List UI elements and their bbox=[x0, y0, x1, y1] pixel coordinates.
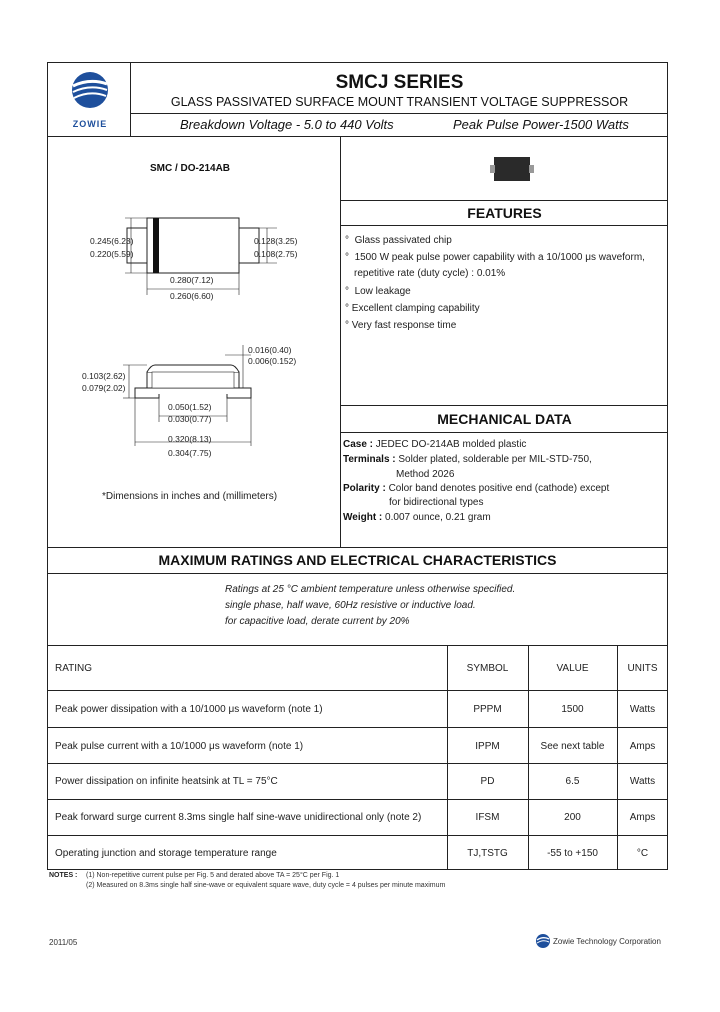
row-symbol: TJ,TSTG bbox=[467, 848, 508, 859]
row-rating: Power dissipation on infinite heatsink at TL = 75°C bbox=[55, 776, 278, 787]
table-row-rule bbox=[47, 727, 668, 728]
notes-label: NOTES : bbox=[49, 872, 78, 879]
row-symbol: PD bbox=[480, 776, 495, 787]
panel-divider bbox=[340, 136, 341, 547]
row-rating: Peak pulse current with a 10/1000 μs waveform (note 1) bbox=[55, 741, 304, 752]
dim-total-a: 0.320(8.13) bbox=[168, 434, 212, 444]
row-value: 1500 bbox=[561, 704, 584, 715]
footer-company: Zowie Technology Corporation bbox=[553, 937, 661, 946]
mech-case-value: JEDEC DO-214AB molded plastic bbox=[375, 439, 527, 450]
ratings-note-2: single phase, half wave, 60Hz resistive or inductive load. bbox=[225, 600, 476, 611]
feature-item: ° Low leakage bbox=[345, 286, 411, 297]
mech-polarity-label: Polarity : bbox=[343, 483, 386, 494]
row-rating: Peak forward surge current 8.3ms single half sine-wave unidirectional only (note 2) bbox=[55, 812, 422, 823]
zowie-logo bbox=[63, 68, 117, 128]
feature-text: Low leakage bbox=[354, 286, 411, 297]
dim-foot-a: 0.050(1.52) bbox=[168, 402, 212, 412]
row-value: 200 bbox=[564, 812, 581, 823]
feature-text: Glass passivated chip bbox=[354, 235, 452, 246]
package-photo-icon bbox=[490, 155, 534, 183]
row-symbol: PPPM bbox=[473, 704, 502, 715]
dim-lead-a: 0.016(0.40) bbox=[248, 345, 292, 355]
features-bottom-rule bbox=[341, 225, 668, 226]
row-units: Watts bbox=[629, 704, 656, 715]
dim-total-b: 0.304(7.75) bbox=[168, 448, 212, 458]
mech-weight bbox=[343, 512, 491, 523]
mech-weight-value: 0.007 ounce, 0.21 gram bbox=[385, 512, 491, 523]
mech-terminals bbox=[343, 454, 592, 465]
dim-width-b: 0.260(6.60) bbox=[170, 291, 214, 301]
header-bottom-rule bbox=[47, 136, 668, 137]
logo-text: ZOWIE bbox=[72, 119, 108, 129]
table-top-rule bbox=[47, 645, 668, 646]
dim-height-b: 0.079(2.02) bbox=[82, 383, 126, 393]
dim-top-b: 0.220(5.59) bbox=[90, 249, 134, 259]
row-units: °C bbox=[636, 848, 649, 859]
feature-item: ° Glass passivated chip bbox=[345, 235, 452, 246]
dim-top-a: 0.245(6.23) bbox=[90, 236, 134, 246]
dimension-note: *Dimensions in inches and (millimeters) bbox=[102, 491, 278, 502]
table-header-rule bbox=[47, 690, 668, 691]
feature-item: ° Very fast response time bbox=[345, 320, 457, 331]
feature-text: 1500 W peak pulse power capability with a 10/1000 μs waveform, bbox=[354, 252, 645, 263]
header-units: UNITS bbox=[627, 663, 658, 674]
mech-case bbox=[343, 439, 526, 450]
ratings-top-rule bbox=[47, 547, 668, 548]
package-name: SMC / DO-214AB bbox=[150, 163, 231, 174]
series-title: SMCJ SERIES bbox=[335, 72, 464, 93]
row-units: Amps bbox=[629, 812, 656, 823]
mechanical-title: MECHANICAL DATA bbox=[437, 411, 572, 427]
product-subtitle: GLASS PASSIVATED SURFACE MOUNT TRANSIENT VOLTAGE SUPPRESSOR bbox=[170, 95, 629, 109]
mechanical-top-rule bbox=[341, 405, 668, 406]
breakdown-voltage: Breakdown Voltage - 5.0 to 440 Volts bbox=[180, 117, 394, 132]
header-rating: RATING bbox=[55, 663, 93, 674]
feature-item-continued: repetitive rate (duty cycle) : 0.01% bbox=[354, 268, 506, 279]
table-col-divider bbox=[528, 645, 529, 870]
feature-item: ° 1500 W peak pulse power capability with a 10/1000 μs waveform, bbox=[345, 252, 645, 263]
note-1: (1) Non-repetitive current pulse per Fig. 5 and derated above TA = 25°C per Fig. 1 bbox=[86, 872, 340, 879]
dim-lead-b: 0.006(0.152) bbox=[248, 356, 297, 366]
feature-text: Very fast response time bbox=[351, 320, 457, 331]
row-symbol: IFSM bbox=[475, 812, 500, 823]
table-row-rule bbox=[47, 763, 668, 764]
mech-weight-label: Weight : bbox=[343, 512, 383, 523]
row-units: Amps bbox=[629, 741, 656, 752]
footer-date: 2011/05 bbox=[49, 938, 78, 947]
mechanical-bottom-rule bbox=[341, 432, 668, 433]
ratings-note-1: Ratings at 25 °C ambient temperature unless otherwise specified. bbox=[225, 584, 516, 595]
mech-polarity-value: Color band denotes positive end (cathode) except bbox=[388, 483, 610, 494]
header-value: VALUE bbox=[556, 663, 589, 674]
mech-polarity bbox=[343, 483, 609, 494]
row-value: -55 to +150 bbox=[547, 848, 598, 859]
ratings-note-3: for capacitive load, derate current by 20% bbox=[225, 616, 410, 627]
table-col-divider bbox=[447, 645, 448, 870]
peak-pulse-power: Peak Pulse Power-1500 Watts bbox=[453, 117, 629, 132]
mech-terminals-label: Terminals : bbox=[343, 454, 396, 465]
dim-right-a: 0.128(3.25) bbox=[254, 236, 298, 246]
row-rating: Operating junction and storage temperature range bbox=[55, 848, 277, 859]
row-value: 6.5 bbox=[565, 776, 580, 787]
mech-terminals-value: Solder plated, solderable per MIL-STD-750, bbox=[398, 454, 592, 465]
row-units: Watts bbox=[629, 776, 656, 787]
footer-logo-icon bbox=[535, 933, 551, 949]
feature-item: ° Excellent clamping capability bbox=[345, 303, 480, 314]
row-symbol: IPPM bbox=[475, 741, 500, 752]
mech-polarity-continued: for bidirectional types bbox=[389, 497, 484, 508]
table-col-divider bbox=[617, 645, 618, 870]
dim-width-a: 0.280(7.12) bbox=[170, 275, 214, 285]
note-2: (2) Measured on 8.3ms single half sine-wave or equivalent square wave, duty cycle = 4 pulses per minute maximum bbox=[86, 882, 446, 889]
mech-terminals-continued: Method 2026 bbox=[396, 469, 455, 480]
dim-right-b: 0.108(2.75) bbox=[254, 249, 298, 259]
package-drawing bbox=[55, 200, 340, 510]
table-row-rule bbox=[47, 835, 668, 836]
ratings-title-rule bbox=[47, 573, 668, 574]
row-rating: Peak power dissipation with a 10/1000 μs waveform (note 1) bbox=[55, 704, 323, 715]
features-title: FEATURES bbox=[467, 205, 542, 221]
dim-height-a: 0.103(2.62) bbox=[82, 371, 126, 381]
feature-text: Excellent clamping capability bbox=[351, 303, 480, 314]
mech-case-label: Case : bbox=[343, 439, 374, 450]
features-top-rule bbox=[341, 200, 668, 201]
header-symbol: SYMBOL bbox=[466, 663, 509, 674]
table-row-rule bbox=[47, 799, 668, 800]
dim-foot-b: 0.030(0.77) bbox=[168, 414, 212, 424]
header-rule bbox=[131, 113, 668, 114]
row-value: See next table bbox=[540, 741, 605, 752]
zowie-globe-icon bbox=[63, 68, 117, 112]
ratings-title: MAXIMUM RATINGS AND ELECTRICAL CHARACTERISTICS bbox=[158, 552, 557, 568]
